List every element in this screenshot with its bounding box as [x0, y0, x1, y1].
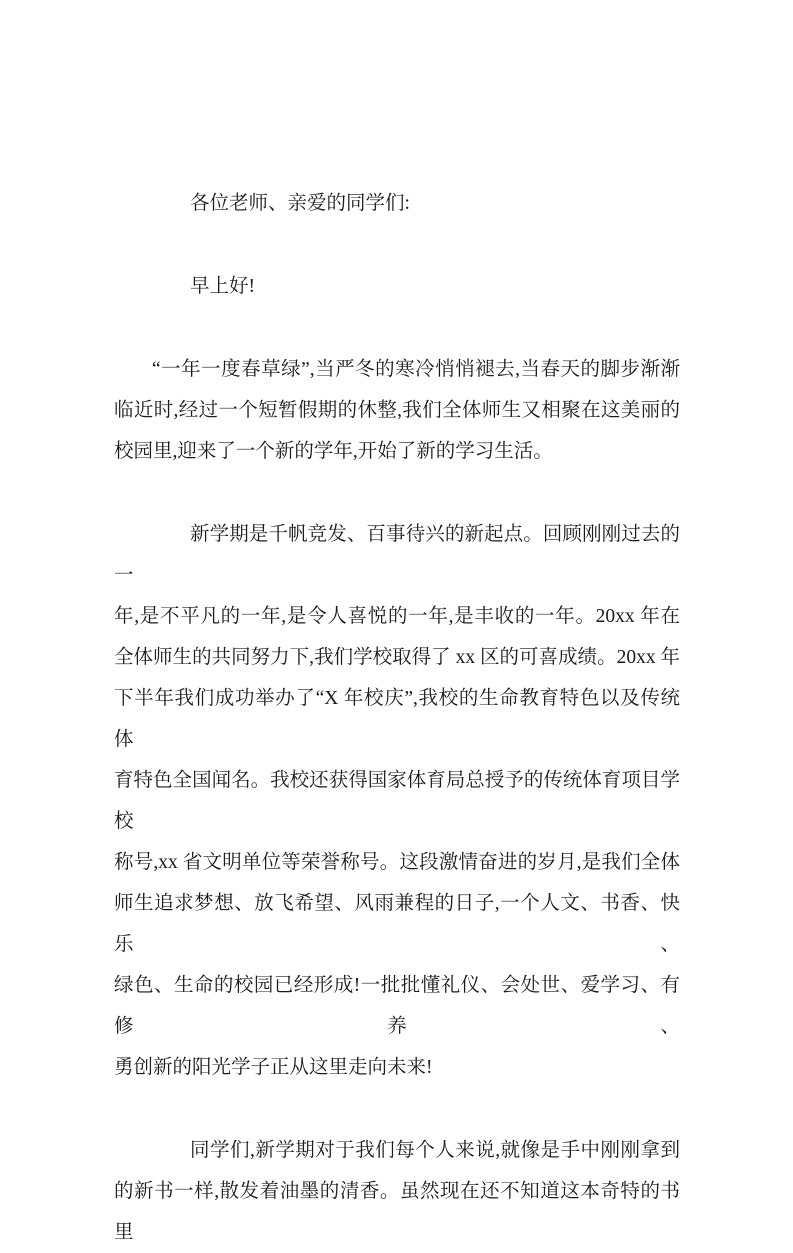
- text-line: 称号,xx 省文明单位等荣誉称号。这段激情奋进的岁月,是我们全体: [114, 852, 680, 873]
- paragraph-greeting: [114, 266, 680, 307]
- text-line: 下半年我们成功举办了“X 年校庆”,我校的生命教育特色以及传统体: [114, 688, 680, 750]
- paragraph-spring-return: [114, 349, 680, 472]
- text-line: 各位老师、亲爱的同学们:: [190, 193, 410, 214]
- text-line: 新学期是千帆竞发、百事待兴的新起点。回顾刚刚过去的一: [114, 524, 680, 586]
- text-line: 育特色全国闻名。我校还获得国家体育局总授予的传统体育项目学校: [114, 770, 680, 832]
- text-line: 同学们,新学期对于我们每个人来说,就像是手中刚刚拿到: [190, 1140, 680, 1161]
- document-body: [114, 183, 680, 1253]
- paragraph-new-book: [114, 1130, 680, 1253]
- paragraph-new-term-review: [114, 514, 680, 1088]
- text-line: 师生追求梦想、放飞希望、风雨兼程的日子,一个人文、书香、快乐、: [114, 893, 680, 955]
- paragraph-salutation: [114, 183, 680, 224]
- text-line: “一年一度春草绿”,当严冬的寒冷悄悄褪去,当春天的脚步渐渐: [152, 359, 680, 380]
- text-line: 校园里,迎来了一个新的学年,开始了新的学习生活。: [114, 441, 553, 462]
- text-line: 绿色、生命的校园已经形成!一批批懂礼仪、会处世、爱学习、有修养、: [114, 975, 680, 1037]
- text-line: 的新书一样,散发着油墨的清香。虽然现在还不知道这本奇特的书里: [114, 1181, 680, 1243]
- text-line: 勇创新的阳光学子正从这里走向未来!: [114, 1057, 433, 1078]
- text-line: 年,是不平凡的一年,是令人喜悦的一年,是丰收的一年。20xx 年在: [114, 606, 680, 627]
- text-line: 临近时,经过一个短暂假期的休整,我们全体师生又相聚在这美丽的: [114, 400, 680, 421]
- text-line: 早上好!: [190, 276, 255, 297]
- text-line: 全体师生的共同努力下,我们学校取得了 xx 区的可喜成绩。20xx 年: [114, 647, 680, 668]
